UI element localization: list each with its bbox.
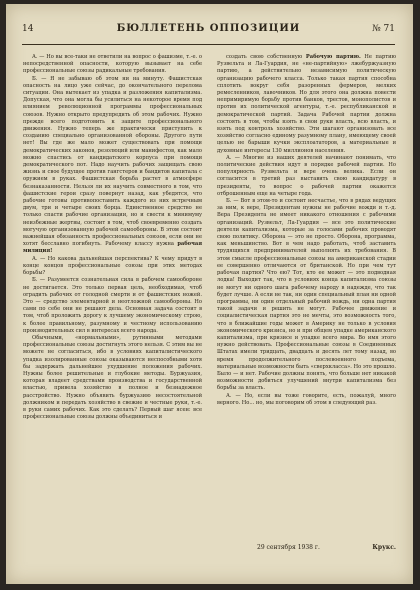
issue-number: № 71: [372, 24, 395, 34]
paragraph-text: создать свою собственную: [226, 54, 306, 60]
paragraph-text: А. — Многие из наших деятелей начинают понимать, что политические действия идут в порядке рабочей партии. Но популярность Рузвельта и вере очень велика. Если он согласится в третий раз выставить свою кандидатуру в президенты, то вопрос о рабочей партии окажется отброшенным еще на четыре года.: [217, 154, 396, 197]
paragraph-text: Не партию Рузвельта и Ла-Гуардия, не «не-партийную» лжебуржуазную партию, а действительно независимую политическую организацию рабочего класса. Только такая партия способна сплотить вокруг себя разоренных фермеров, мелких ремесленников, лавочников. Но для этого она должна повести непримиримую борьбу против банков, трестов, монополистов и против их политической агентуры, т.-е. республиканской и демократической партий. Задача Рабочей партии должна состоять в том, чтобы взять в свои руки власть, всю власть, и взять под контроль хозяйство. Эти шагают организовать все хозяйство согласно единому разумному плану, имеющему своей целью не барыши кучки эксплоататоров, а материальные и духовные интересы 130 миллионов населения.: [217, 54, 397, 154]
right-column: [217, 54, 396, 407]
paragraph-text: Б. — Разумеется сознательная сила в рабочем самообороне не достигается. Это только первая цель, необходимая, чтоб оградить рабочих от голодной смерти и от фашистских ножей. Это — средство элементарной и неотложной самообороны. Но сами по себе они не решают дела. Основная задача состоит в том, чтоб проложить дорогу к лучшему экономическому строю, к более правильному, разумному и честному использованию производительных сил в интересах всего народа.: [23, 277, 202, 334]
emphasized-text: Рабочую партию.: [305, 54, 361, 60]
page-header: [22, 22, 395, 45]
signature-block: [217, 544, 396, 554]
paragraph: [217, 155, 396, 198]
paragraph: [23, 76, 202, 256]
signature-author: Крукс.: [372, 544, 396, 551]
paragraph: [217, 393, 396, 407]
paragraph: [23, 54, 202, 76]
paragraph-text: Б. — Вот в этом-то и состоит несчастье, что в рядах ведущих за ним, к вере, Президентам нужны не рабочие вожди и т.-д. Вера Президента не имеет никакого отношения с рабочими организаций. Рузвельт, Ла-Гуардия — все это политические деятели капитализма, которые за голосами рабочих проводят свою политику. Оборона — это не просто. Оборона, программа, как меньшинство. Вот в чем надо работать, чтоб заставить трудящихся предпринимателей выполнять их требования. В этом смысле профессиональные союзы на американской стадии ее совершенно отличаются от британской. Но при чем тут рабочая партия? Что ею? Тот, кто ее может — это подводная лодка! Выходит так, что в условиях конца капитализма союзы не могут ни одного шага рабочему народу в надежде, что так будет лучше. А если не так, ни один специальный план ни одной программы, ни один отдельный рабочий вождь, ни одна партия такой задачи и решить не могут. Рабочее движение и социалистическая партия это не мечты, это возможность того, что в ближайшие годы может в Америку не только в условия экономического кризиса, но и при общем упадке американского капитализма, при кризисе и упадке всего мира. Во имя этого нужно действовать. Профессиональные союзы в Соединенных Штатах имели тридцать, двадцать и десять лет тому назад, во время продолжительного послевоенного подъема, материальные возможности быть «сверхкласса». Но это прошло. Было — и нет. Рабочие должны понять, что больше нет никакой возможности добиться улучшений внутри капитализма без борьбы за власть.: [217, 198, 396, 392]
paragraph: [23, 277, 202, 335]
paragraph-text: А. — Но вы все-таки не ответили на вопрос о фашизме, т.-е. о непосредственной опасности, которую вызывает на себе профессиональные союзы радикальные требования.: [23, 54, 202, 75]
left-column: [23, 54, 202, 421]
paragraph-text: Б. — Я не забываю об этом ни на минуту. Фашистская опасность на лицо уже сейчас, до окончательного перелома ситуации. Она вытекает из упадка и разложения капитализма. Допуская, что она могла бы усилиться на некоторое время под влиянием революционной программы профессиональных союзов. Нужно открыто предупредить об этом рабочих. Нужно прежде всего подготовить к защите профессионального движения. Нужно теперь же практически приступить к созданию специально организованной обороны. Другого пути нет! Вы где же мало может существовать при помощи демократических законов, резолюций или манифестов, как мало можно спастись от кандидатского корпуса при помощи демократического пот. Надо научить рабочих защищать свою жизнь и свое будущее против гангстеров и бандитов капитала с оружием в руках. Фашистская борьба растет в атмосфере безнаказанности. Нельзя ли их научить совместного в том, что фашистские герои сразу повернут назад, как убедятся, что рабочие готовы противопоставить каждого из них встречным двум, три и четыре своих борца. Единственное средство не только спасти рабочие организации, но и свести к минимуму неизбежные жертвы, состоит в том, чтоб своевременно создать могучую организованную рабочей самообороны. В этом состоит важнейшая обязанность профессиональных союзов, если они не хотят бесславно погибнуть. Рабочему классу нужна: [23, 75, 202, 248]
signature-date: 29 сентября 1938 г.: [257, 544, 320, 551]
page-number: 14: [22, 24, 34, 34]
paragraph-text: А. — Но, если вы тоже говорите, есть, пожалуй, много верного. Но... но, мы поговорим об этом в следующий раз.: [217, 392, 396, 406]
paragraph-text: А. — Но какова дальнейшая перспектива? К чему придут в конце концов профессиональные союзы при этих методах борьбы?: [23, 255, 202, 277]
paragraph-text: Обычными, «нормальными», рутинными методами профессиональные союзы достигнуть этого нельзя. С этим вы не можете не согласиться, ибо в условиях капиталистического упадка изолированные союзы оказываются неспособными хотя бы задержать дальнейшее ухудшение положения рабочих. Нужны более решительные и глубокие методы. Буржуазия, которая владеет средствами производства и государственной властью, привела хозяйство в полное и безнадежное расстройство. Нужно объявить буржуазию несостоятельной должником и передать хозяйство в свежие и честные руки, т.-е. в руки самих рабочих. Как это сделать? Первый шаг ясен: все профессиональные союзы должны объединиться и: [23, 334, 202, 421]
document-page: [6, 4, 413, 584]
paragraph: [217, 198, 396, 392]
paragraph: [23, 256, 202, 278]
emphasized-text: рабочая милиция!: [23, 241, 202, 255]
paragraph: [217, 54, 396, 155]
journal-title: БЮЛЛЕТЕНЬ ОППОЗИЦИИ: [116, 23, 301, 34]
paragraph: [23, 335, 202, 421]
